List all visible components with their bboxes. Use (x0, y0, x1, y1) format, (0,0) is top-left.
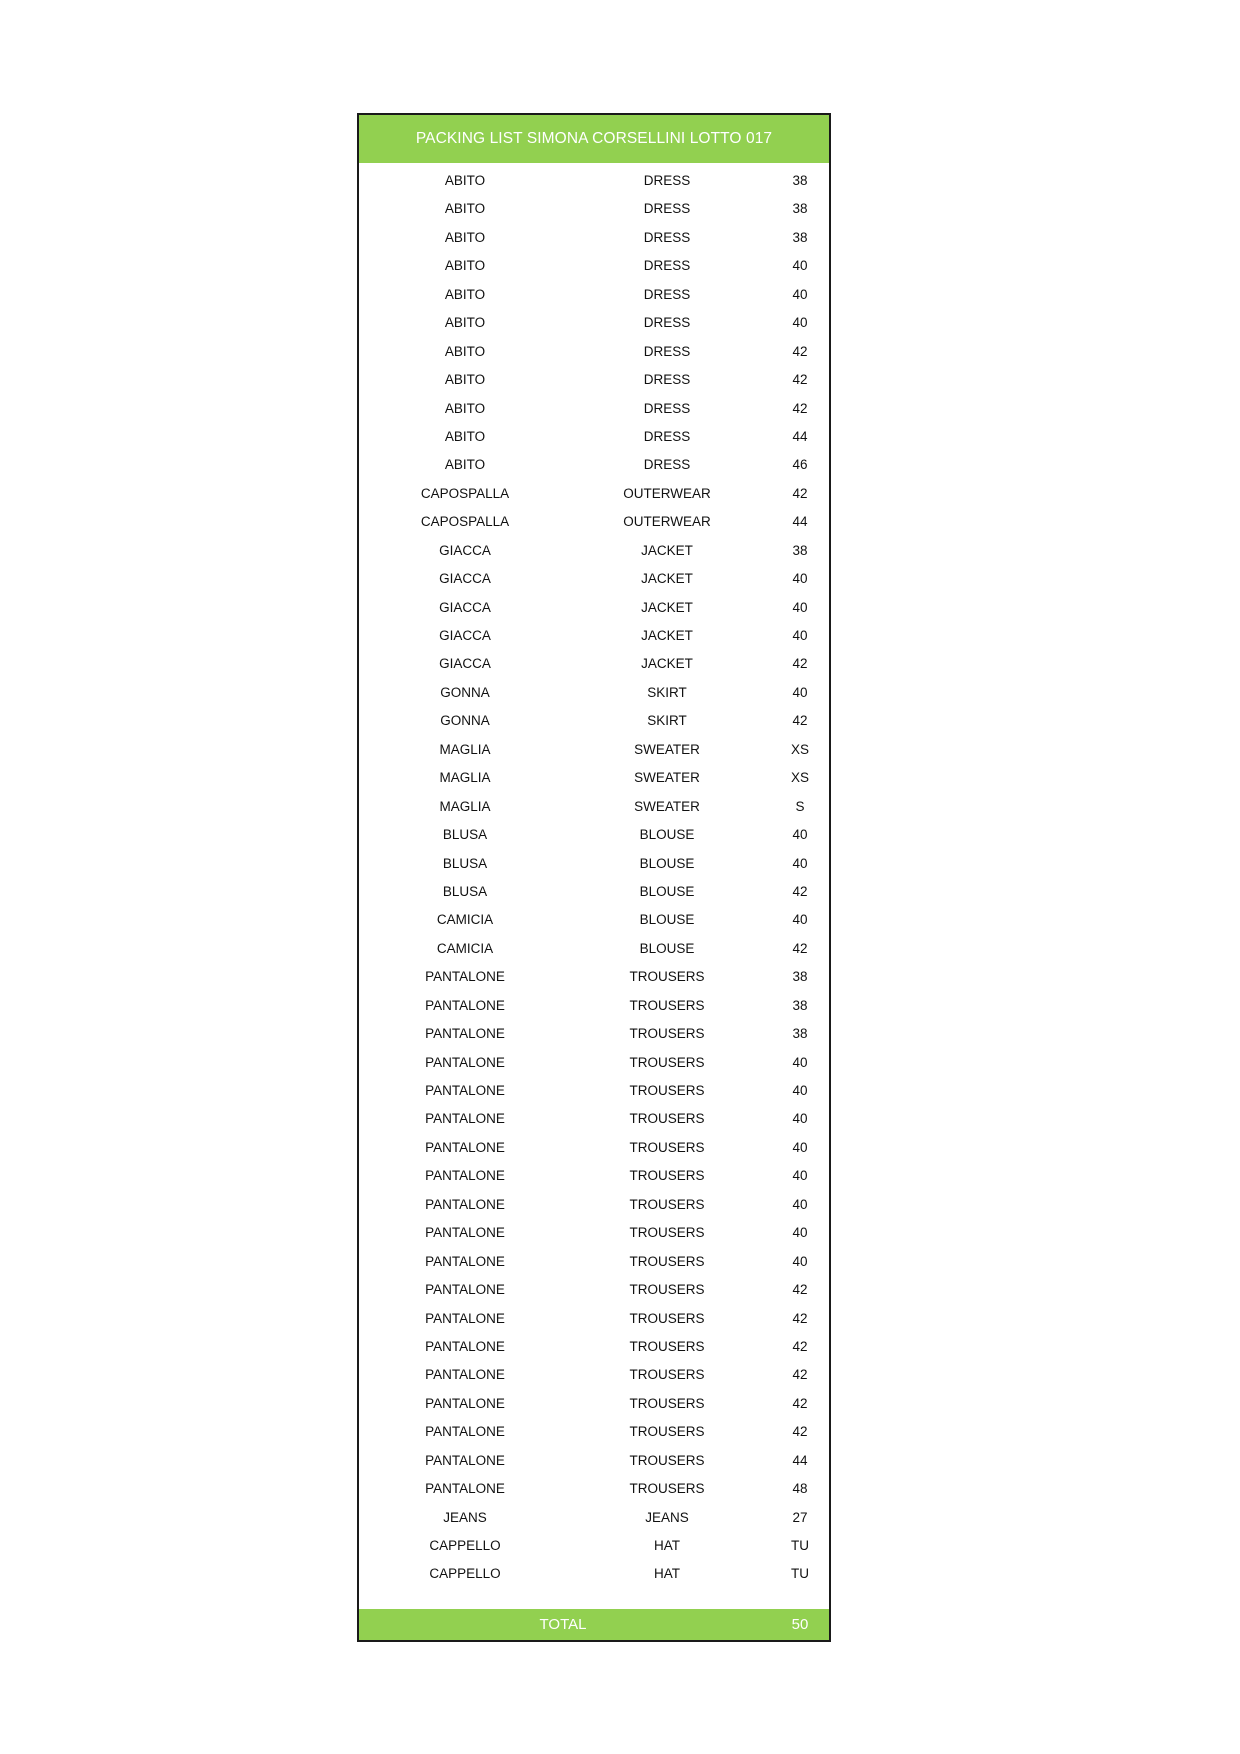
item-size: 38 (792, 969, 808, 985)
item-size: 40 (792, 1111, 808, 1127)
item-name-it: GIACCA (439, 656, 491, 672)
item-name-en: TROUSERS (629, 1026, 705, 1042)
item-name-en: JEANS (645, 1509, 689, 1525)
item-size: 38 (792, 173, 808, 188)
item-name-en: SKIRT (647, 684, 687, 700)
item-name-en: TROUSERS (629, 1282, 705, 1298)
item-name-it: PANTALONE (425, 1395, 505, 1411)
table-row (359, 1020, 829, 1048)
item-name-it: ABITO (444, 201, 486, 217)
item-size: 40 (792, 1054, 808, 1070)
table-row (359, 736, 829, 764)
item-name-en: DRESS (643, 457, 691, 473)
item-name-en: TROUSERS (629, 1054, 705, 1070)
table-row (359, 281, 829, 309)
item-name-en: DRESS (643, 343, 691, 359)
item-size: 40 (792, 855, 808, 871)
item-name-en: TROUSERS (629, 1196, 705, 1212)
item-size: 38 (792, 1026, 808, 1042)
item-name-it: CAMICIA (436, 940, 494, 956)
item-size: 42 (792, 656, 808, 672)
item-name-en: JACKET (641, 628, 693, 643)
packing-list-table (357, 113, 831, 1642)
item-size: 42 (792, 1338, 808, 1354)
item-name-en: SKIRT (647, 713, 687, 729)
item-size: 44 (792, 1452, 808, 1468)
table-row (359, 1390, 829, 1418)
item-name-en: TROUSERS (629, 969, 705, 985)
item-name-en: OUTERWEAR (623, 514, 711, 530)
item-name-en: BLOUSE (639, 912, 695, 928)
item-size: 42 (792, 883, 808, 899)
item-name-en: BLOUSE (639, 883, 695, 899)
table-row (359, 224, 829, 252)
item-size: 40 (792, 286, 808, 302)
item-size: 38 (792, 997, 808, 1013)
table-row (359, 195, 829, 223)
item-name-it: ABITO (444, 343, 486, 359)
item-size: 38 (792, 201, 808, 217)
item-name-en: SWEATER (634, 798, 700, 814)
table-row (359, 1532, 829, 1560)
item-size: S (795, 798, 805, 814)
item-size: 40 (792, 1168, 808, 1184)
item-name-it: PANTALONE (425, 1282, 505, 1298)
item-name-it: GIACCA (439, 628, 491, 643)
item-size: 27 (792, 1509, 808, 1525)
table-row (359, 793, 829, 821)
item-name-en: TROUSERS (629, 1168, 705, 1184)
table-row (359, 395, 829, 423)
item-size: 42 (792, 1367, 808, 1383)
table-row (359, 480, 829, 508)
item-name-it: GIACCA (439, 599, 491, 615)
item-name-it: PANTALONE (425, 1225, 505, 1241)
table-row (359, 309, 829, 337)
item-name-en: TROUSERS (629, 1424, 705, 1440)
item-name-it: GONNA (440, 713, 490, 729)
item-name-it: BLUSA (442, 855, 488, 871)
table-row (359, 1191, 829, 1219)
total-label: TOTAL (539, 1616, 587, 1633)
item-name-en: JACKET (641, 656, 693, 672)
item-name-en: TROUSERS (629, 1253, 705, 1269)
item-name-it: ABITO (444, 315, 486, 331)
item-size: XS (790, 741, 810, 757)
item-name-it: PANTALONE (425, 1139, 505, 1155)
item-name-en: DRESS (643, 229, 691, 245)
table-row (359, 423, 829, 451)
item-name-en: TROUSERS (629, 997, 705, 1013)
item-size: 46 (792, 457, 808, 473)
item-name-en: OUTERWEAR (623, 485, 711, 501)
item-size: 40 (792, 684, 808, 700)
table-row (359, 650, 829, 678)
table-row (359, 537, 829, 565)
table-row (359, 850, 829, 878)
item-name-it: CAPOSPALLA (420, 514, 510, 530)
item-size: 40 (792, 827, 808, 843)
item-name-it: GIACCA (439, 571, 491, 587)
table-row (359, 878, 829, 906)
table-row (359, 594, 829, 622)
item-name-it: BLUSA (442, 827, 488, 843)
item-name-it: BLUSA (442, 883, 488, 899)
item-size: 42 (792, 485, 808, 501)
item-size: 40 (792, 571, 808, 587)
item-size: 40 (792, 1083, 808, 1098)
table-row (359, 1049, 829, 1077)
item-size: 38 (792, 229, 808, 245)
total-row (359, 1609, 829, 1640)
table-row (359, 963, 829, 991)
item-size: 42 (792, 343, 808, 359)
table-row (359, 906, 829, 934)
item-name-en: BLOUSE (639, 827, 695, 843)
item-name-it: PANTALONE (425, 1111, 505, 1127)
item-size: 40 (792, 1253, 808, 1269)
item-size: 42 (792, 400, 808, 416)
table-row (359, 1276, 829, 1304)
table-row (359, 764, 829, 792)
item-name-en: JACKET (641, 571, 693, 587)
item-name-en: DRESS (643, 315, 691, 331)
item-name-it: ABITO (444, 286, 486, 302)
table-row (359, 1447, 829, 1475)
item-size: 40 (792, 1196, 808, 1212)
item-name-en: HAT (654, 1538, 680, 1553)
table-row (359, 992, 829, 1020)
item-name-en: TROUSERS (629, 1452, 705, 1468)
item-name-en: TROUSERS (629, 1338, 705, 1354)
item-name-it: PANTALONE (425, 1424, 505, 1440)
table-row (359, 1504, 829, 1532)
item-name-it: PANTALONE (425, 1083, 505, 1098)
item-name-it: PANTALONE (425, 1054, 505, 1070)
table-row (359, 1361, 829, 1389)
item-name-en: DRESS (643, 428, 691, 444)
item-size: 42 (792, 1282, 808, 1298)
item-name-en: TROUSERS (629, 1083, 705, 1098)
item-name-en: TROUSERS (629, 1310, 705, 1326)
item-size: 42 (792, 1424, 808, 1440)
total-value: 50 (791, 1616, 809, 1633)
item-name-en: BLOUSE (639, 855, 695, 871)
item-size: 42 (792, 372, 808, 388)
table-row (359, 252, 829, 280)
item-size: 42 (792, 713, 808, 729)
table-row (359, 679, 829, 707)
item-name-it: ABITO (444, 457, 486, 473)
item-name-it: PANTALONE (425, 969, 505, 985)
item-name-en: DRESS (643, 173, 691, 188)
table-row (359, 1333, 829, 1361)
item-name-it: MAGLIA (439, 798, 491, 814)
table-row (359, 821, 829, 849)
item-size: XS (790, 770, 810, 786)
item-size: TU (791, 1566, 809, 1582)
item-name-it: PANTALONE (425, 1168, 505, 1184)
item-name-it: PANTALONE (425, 1367, 505, 1383)
item-size: TU (791, 1538, 809, 1553)
table-row (359, 1134, 829, 1162)
item-size: 40 (792, 315, 808, 331)
table-row (359, 1077, 829, 1105)
table-row (359, 1162, 829, 1190)
item-size: 38 (792, 542, 808, 558)
item-name-en: DRESS (643, 372, 691, 388)
item-size: 42 (792, 940, 808, 956)
item-name-it: GIACCA (439, 542, 491, 558)
item-name-it: JEANS (443, 1509, 487, 1525)
item-name-en: TROUSERS (629, 1225, 705, 1241)
table-row (359, 366, 829, 394)
item-name-it: PANTALONE (425, 1481, 505, 1497)
table-row (359, 1418, 829, 1446)
table-row (359, 935, 829, 963)
item-size: 42 (792, 1395, 808, 1411)
item-name-it: PANTALONE (425, 1338, 505, 1354)
item-name-it: ABITO (444, 428, 486, 444)
table-row (359, 1105, 829, 1133)
table-row (359, 1248, 829, 1276)
table-body (359, 167, 829, 1589)
table-row (359, 167, 829, 195)
item-name-en: HAT (654, 1566, 680, 1582)
item-name-it: PANTALONE (425, 1452, 505, 1468)
table-row (359, 1475, 829, 1503)
table-row (359, 1560, 829, 1588)
item-name-it: GONNA (440, 684, 490, 700)
item-name-it: ABITO (444, 229, 486, 245)
item-size: 40 (792, 1225, 808, 1241)
item-name-en: TROUSERS (629, 1111, 705, 1127)
item-size: 40 (792, 628, 808, 643)
item-name-it: MAGLIA (439, 741, 491, 757)
item-name-it: ABITO (444, 173, 486, 188)
table-row (359, 451, 829, 479)
item-name-en: SWEATER (634, 741, 700, 757)
item-name-it: CAPPELLO (429, 1538, 501, 1553)
item-name-en: TROUSERS (629, 1139, 705, 1155)
table-title: PACKING LIST SIMONA CORSELLINI LOTTO 017 (359, 115, 829, 163)
item-name-en: DRESS (643, 286, 691, 302)
item-name-en: TROUSERS (629, 1395, 705, 1411)
item-size: 44 (792, 428, 808, 444)
table-row (359, 1219, 829, 1247)
item-name-it: CAMICIA (436, 912, 494, 928)
item-name-en: DRESS (643, 201, 691, 217)
item-size: 42 (792, 1310, 808, 1326)
item-name-en: BLOUSE (639, 940, 695, 956)
item-size: 40 (792, 1139, 808, 1155)
item-name-it: PANTALONE (425, 1310, 505, 1326)
item-name-en: JACKET (641, 599, 693, 615)
item-name-it: PANTALONE (425, 997, 505, 1013)
item-size: 40 (792, 258, 808, 274)
item-name-it: ABITO (444, 372, 486, 388)
item-name-en: DRESS (643, 258, 691, 274)
table-row (359, 508, 829, 536)
item-name-it: PANTALONE (425, 1026, 505, 1042)
item-name-en: TROUSERS (629, 1481, 705, 1497)
item-name-it: CAPOSPALLA (420, 485, 510, 501)
item-name-en: JACKET (641, 542, 693, 558)
table-row (359, 707, 829, 735)
item-name-en: SWEATER (634, 770, 700, 786)
table-row (359, 1305, 829, 1333)
item-size: 40 (792, 599, 808, 615)
item-size: 40 (792, 912, 808, 928)
item-name-en: DRESS (643, 400, 691, 416)
item-size: 48 (792, 1481, 808, 1497)
table-row (359, 565, 829, 593)
item-name-en: TROUSERS (629, 1367, 705, 1383)
item-name-it: ABITO (444, 258, 486, 274)
table-row (359, 338, 829, 366)
item-name-it: ABITO (444, 400, 486, 416)
item-name-it: PANTALONE (425, 1196, 505, 1212)
item-name-it: PANTALONE (425, 1253, 505, 1269)
item-size: 44 (792, 514, 808, 530)
table-row (359, 622, 829, 650)
item-name-it: CAPPELLO (429, 1566, 501, 1582)
item-name-it: MAGLIA (439, 770, 491, 786)
